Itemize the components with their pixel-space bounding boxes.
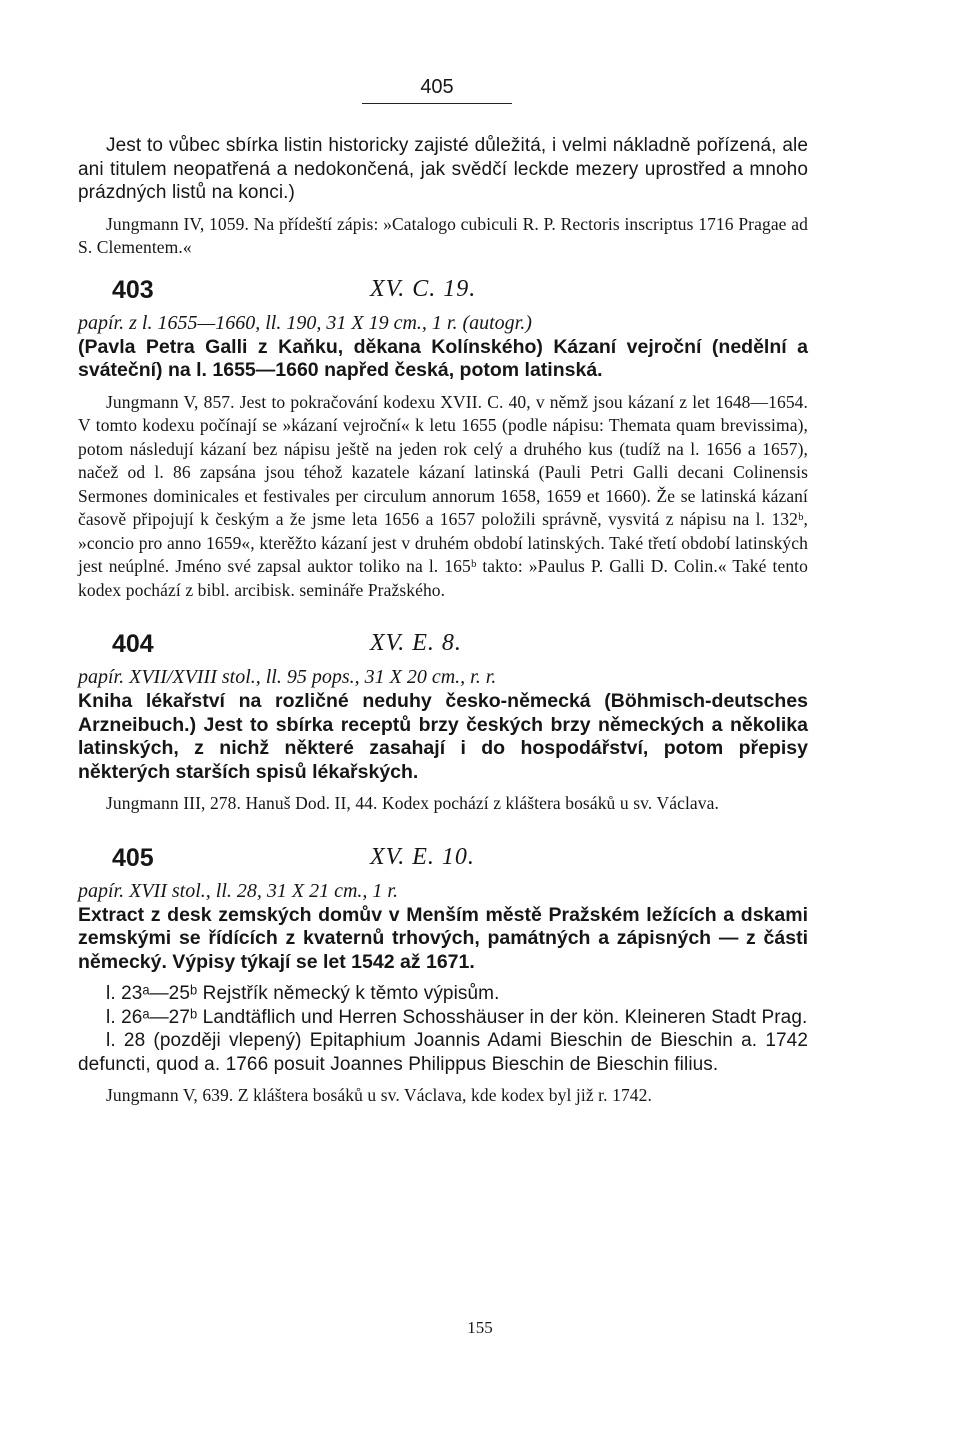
entry-405-header: [78, 838, 808, 878]
entry-number: 403: [112, 275, 154, 304]
entry-physical-description: papír. XVII stol., ll. 28, 31 X 21 cm., 1 r.: [78, 879, 398, 902]
entry-404-header: [78, 624, 808, 664]
entry-title: Extract z desk zemských domův v Menším městě Pražském ležících a dskami zemskými se řídících z kvaternů trhových, památných a zápisných — z části německý. Výpisy týkají se let 1542 až 1671.: [78, 903, 808, 973]
entry-physical-description: papír. z l. 1655—1660, ll. 190, 31 X 19 cm., 1 r. (autogr.): [78, 311, 532, 334]
entry-title: Kniha lékařství na rozličné neduhy česko-německá (Böhmisch-deutsches Arzneibuch.) Jest to sbírka receptů brzy českých brzy německých a několika latinských, z nichž některé zasahají i do hospodářství, potom přepisy některých starších spisů lékařských.: [78, 690, 808, 783]
entry-note: Jungmann III, 278. Hanuš Dod. II, 44. Kodex pochází z kláštera bosáků u sv. Václava.: [106, 793, 719, 813]
entry-signature: XV. C. 19.: [370, 275, 477, 302]
entry-number: 405: [112, 843, 154, 872]
page-number: 155: [467, 1318, 493, 1337]
entry-note: Jungmann V, 639. Z kláštera bosáků u sv. Václava, kde kodex byl již r. 1742.: [106, 1085, 652, 1105]
entry-title: (Pavla Petra Galli z Kaňku, děkana Kolínského) Kázaní vejroční (nedělní a sváteční) na l. 1655—1660 napřed česká, potom latinská.: [78, 335, 808, 381]
entry-signature: XV. E. 8.: [370, 630, 462, 656]
entry-physical-description: papír. XVII/XVIII stol., ll. 95 pops., 31 X 20 cm., r. r.: [78, 666, 497, 688]
entry-number: 404: [112, 630, 154, 658]
entry-note: Jungmann V, 857. Jest to pokračování kodexu XVII. C. 40, v němž jsou kázaní z let 1648—1654. V tomto kodexu počínají se »kázaní vejroční« k letu 1655 (podle nápisu: Themata quam brevissima), potom následují kázaní bez nápisu ještě na jeden rok celý a druhého kus (tudíž na l. 1656 a 1657), načež od l. 86 zapsána jsou téhož kazatele kázaní latinská (Pauli Petri Galli decani Colinensis Sermones dominicales et festivales per circulum annorum 1658, 1659 et 1660). Že se latinská kázaní časově připojují k českým a že jsme leta 1656 a 1657 položili správně, vysvitá z nápisu na l. 132ᵇ, »concio pro anno 1659«, kterěžto kázaní jest v druhém období latinských. Také třetí období latinských jest neúplné. Jméno své zapsal auktor toliko na l. 165ᵇ takto: »Paulus P. Galli D. Colin.« Také tento kodex pochází z bibl. arcibisk. semináře Pražského.: [78, 391, 808, 600]
entry-item: l. 28 (později vlepený) Epitaphium Joannis Adami Bieschin de Bieschin a. 1742 defuncti, quod a. 1766 posuit Joannes Philippus Bieschin de Bieschin filius.: [78, 1030, 808, 1075]
page-body: [78, 70, 808, 1108]
entry-item: l. 26ᵃ—27ᵇ Landtäflich und Herren Schosshäuser in der kön. Kleineren Stadt Prag.: [106, 1006, 808, 1028]
entry-403-header: [78, 270, 808, 310]
intro-note: Jungmann IV, 1059. Na přídeští zápis: »Catalogo cubiculi R. P. Rectoris inscriptus 1716 Pragae ad S. Clementem.«: [78, 213, 808, 257]
entry-signature: XV. E. 10.: [370, 843, 475, 870]
running-head: 405: [420, 76, 454, 98]
entry-item: l. 23ᵃ—25ᵇ Rejstřík německý k těmto výpisům.: [106, 983, 500, 1004]
intro-text: Jest to vůbec sbírka listin historicky zajisté důležitá, i velmi nákladně pořízená, ale ani titulem neopatřená a nedokončená, jak svědčí leckde mezery uprostřed a mnoho prázdných listů na konci.): [78, 135, 808, 203]
